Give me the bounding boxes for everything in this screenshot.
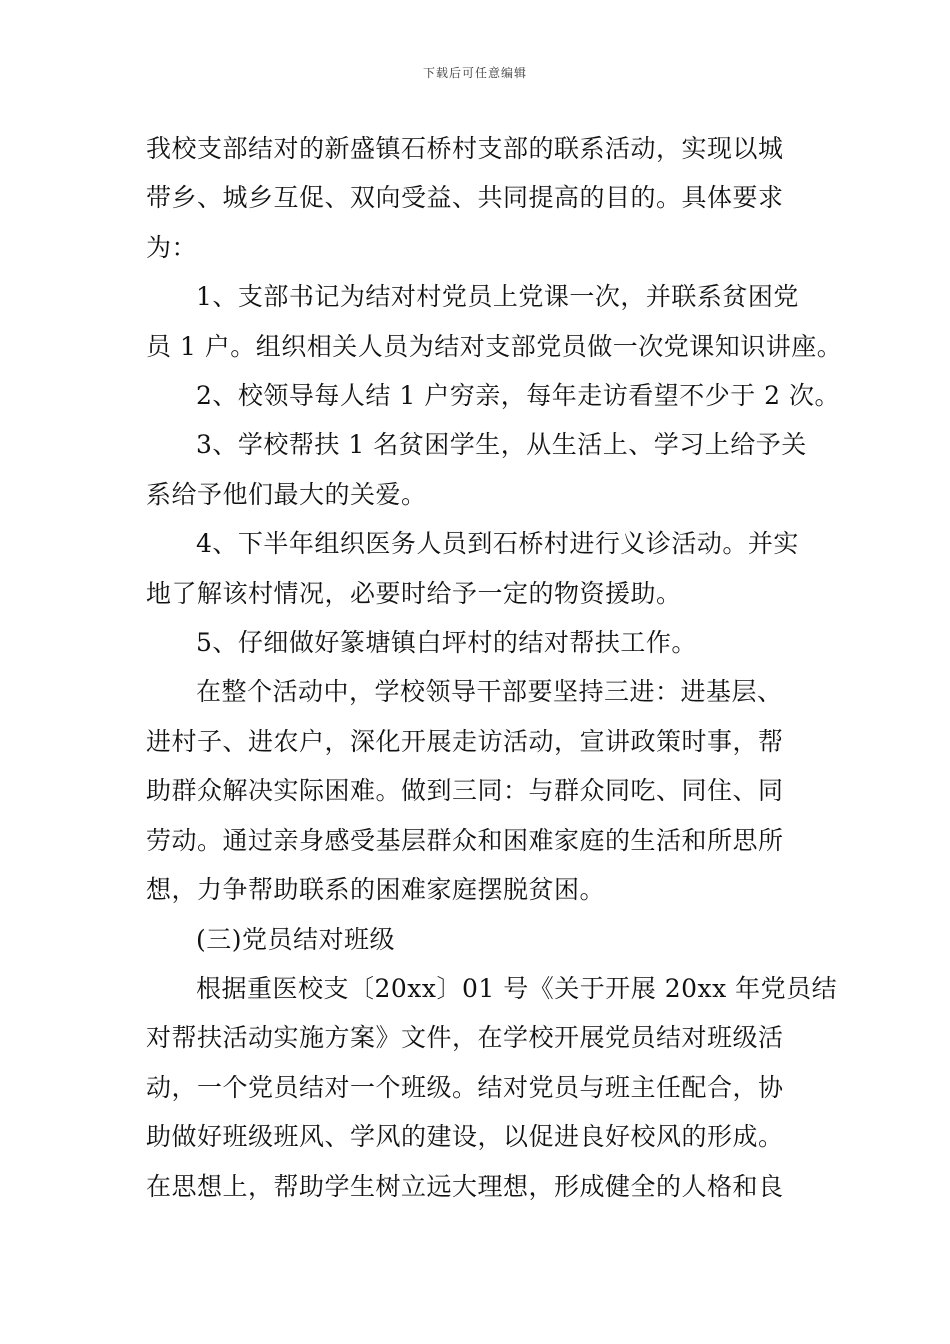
- text-line: 劳动。通过亲身感受基层群众和困难家庭的生活和所思所: [146, 825, 784, 855]
- text-line: 在整个活动中，学校领导干部要坚持三进：进基层、: [196, 677, 783, 707]
- paragraph: [146, 124, 814, 272]
- text-line: 根据重医校支〔20xx〕01 号《关于开展 20xx 年党员结: [196, 973, 838, 1003]
- paragraph: [146, 1013, 814, 1211]
- text-line: 带乡、城乡互促、双向受益、共同提高的目的。具体要求: [146, 183, 784, 213]
- paragraph: [146, 915, 814, 964]
- paragraph: [146, 717, 814, 915]
- text-line: 动，一个党员结对一个班级。结对党员与班主任配合，协: [146, 1072, 784, 1102]
- text-line: 5、仔细做好篆塘镇白坪村的结对帮扶工作。: [196, 628, 697, 658]
- paragraph: [146, 964, 838, 1013]
- text-line: 进村子、进农户，深化开展走访活动，宣讲政策时事，帮: [146, 726, 784, 756]
- paragraph: [146, 618, 814, 667]
- text-line: (三)党员结对班级: [196, 924, 396, 954]
- text-line: 2、校领导每人结 1 户穷亲，每年走访看望不少于 2 次。: [196, 381, 841, 411]
- paragraph: [146, 322, 843, 371]
- text-line: 员 1 户。组织相关人员为结对支部党员做一次党课知识讲座。: [146, 331, 843, 361]
- text-line: 3、学校帮扶 1 名贫困学生，从生活上、学习上给予关: [196, 430, 807, 460]
- text-line: 想，力争帮助联系的困难家庭摆脱贫困。: [146, 875, 606, 905]
- text-line: 地了解该村情况，必要时给予一定的物资援助。: [146, 578, 682, 608]
- document-body: [146, 124, 843, 1211]
- page-header: 下载后可任意编辑: [422, 66, 527, 80]
- text-line: 对帮扶活动实施方案》文件，在学校开展党员结对班级活: [146, 1023, 784, 1053]
- text-line: 为：: [146, 232, 198, 262]
- paragraph: [146, 371, 841, 420]
- text-line: 我校支部结对的新盛镇石桥村支部的联系活动，实现以城: [146, 134, 784, 163]
- paragraph: [146, 569, 814, 618]
- text-line: 系给予他们最大的关爱。: [146, 479, 427, 509]
- text-line: 在思想上，帮助学生树立远大理想，形成健全的人格和良: [146, 1171, 784, 1201]
- paragraph: [146, 470, 814, 519]
- text-line: 1、支部书记为结对村党员上党课一次，并联系贫困党: [196, 282, 799, 312]
- paragraph: [146, 420, 814, 469]
- text-line: 4、下半年组织医务人员到石桥村进行义诊活动。并实: [196, 529, 799, 559]
- paragraph: [146, 667, 814, 716]
- text-line: 助群众解决实际困难。做到三同：与群众同吃、同住、同: [146, 776, 784, 806]
- paragraph: [146, 519, 814, 568]
- paragraph: [146, 272, 814, 321]
- text-line: 助做好班级班风、学风的建设，以促进良好校风的形成。: [146, 1122, 784, 1152]
